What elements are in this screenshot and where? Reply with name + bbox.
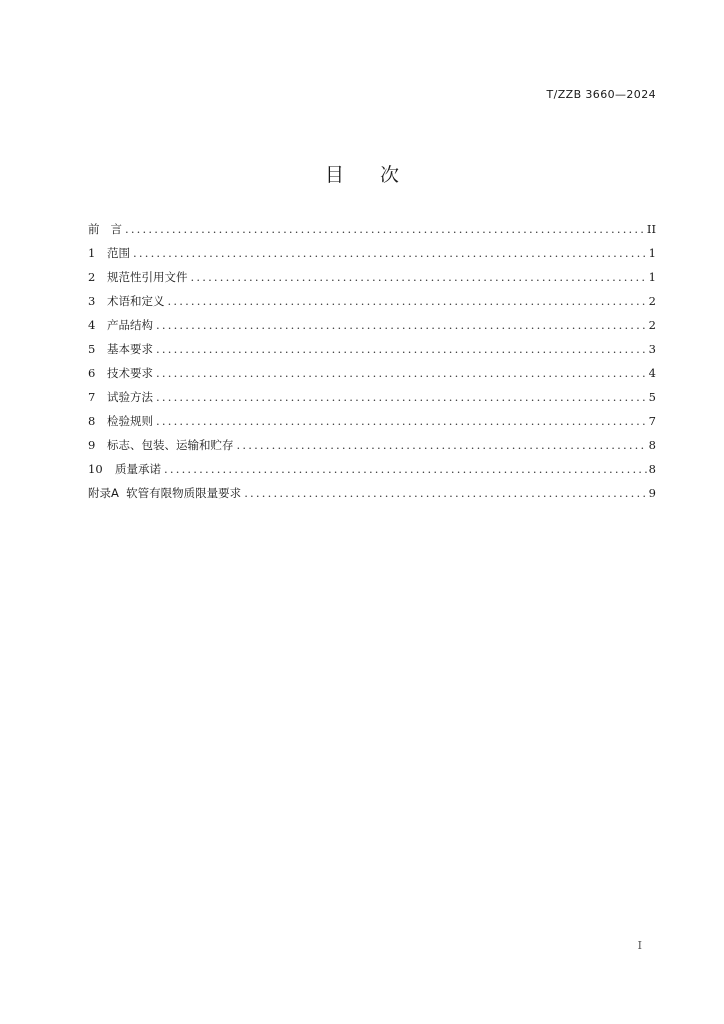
toc-entry-number: 7 — [88, 390, 96, 404]
toc-entry-terms-definitions[interactable] — [88, 293, 656, 317]
toc-entry-page: 4 — [648, 366, 656, 380]
toc-entry-page: 1 — [648, 270, 656, 284]
toc-entry-page: 7 — [648, 414, 656, 428]
page-number: I — [637, 939, 642, 952]
toc-entry-label: 产品结构 — [107, 318, 153, 332]
toc-entry-marking-packaging[interactable] — [88, 437, 656, 461]
toc-leader-dots — [156, 342, 647, 356]
toc-entry-number: 9 — [88, 438, 96, 452]
toc-entry-page: 1 — [648, 246, 656, 260]
title-char-2: 次 — [380, 164, 400, 186]
document-number: T/ZZB 3660—2024 — [546, 88, 656, 101]
toc-entry-number: 3 — [88, 294, 96, 308]
toc-entry-page: 2 — [648, 294, 656, 308]
toc-leader-dots — [156, 414, 647, 428]
toc-entry-technical-requirements[interactable] — [88, 365, 656, 389]
toc-entry-number: 8 — [88, 414, 96, 428]
toc-entry-page: 5 — [648, 390, 656, 404]
toc-leader-dots — [164, 462, 647, 476]
toc-leader-dots — [125, 222, 645, 236]
toc-entry-foreword[interactable] — [88, 221, 656, 245]
toc-leader-dots — [191, 270, 647, 284]
table-of-contents — [88, 221, 656, 509]
toc-leader-dots — [168, 294, 647, 308]
title-char-1: 目 — [324, 164, 344, 186]
toc-entry-label: 技术要求 — [107, 366, 153, 380]
toc-entry-label: 术语和定义 — [107, 294, 165, 308]
toc-entry-label: 基本要求 — [107, 342, 153, 356]
toc-entry-page: 9 — [648, 486, 656, 500]
toc-entry-label: 检验规则 — [107, 414, 153, 428]
toc-leader-dots — [133, 246, 647, 260]
toc-entry-inspection-rules[interactable] — [88, 413, 656, 437]
toc-entry-page: II — [646, 222, 656, 236]
toc-leader-dots — [244, 486, 646, 500]
toc-entry-label: 附录A 软管有限物质限量要求 — [88, 486, 242, 500]
toc-leader-dots — [237, 438, 647, 452]
toc-entry-number: 4 — [88, 318, 96, 332]
toc-entry-annex-a[interactable] — [88, 485, 656, 509]
toc-entry-label: 规范性引用文件 — [107, 270, 188, 284]
toc-entry-label: 前 言 — [88, 222, 122, 236]
toc-leader-dots — [156, 318, 647, 332]
toc-entry-product-structure[interactable] — [88, 317, 656, 341]
toc-entry-number: 10 — [88, 462, 103, 476]
toc-entry-scope[interactable] — [88, 245, 656, 269]
toc-entry-test-methods[interactable] — [88, 389, 656, 413]
page-title — [0, 160, 724, 187]
toc-entry-number: 1 — [88, 246, 96, 260]
toc-entry-page: 2 — [648, 318, 656, 332]
toc-entry-page: 3 — [648, 342, 656, 356]
toc-entry-number: 5 — [88, 342, 96, 356]
toc-leader-dots — [156, 390, 647, 404]
toc-entry-label: 范围 — [107, 246, 130, 260]
toc-entry-page: 8 — [648, 438, 656, 452]
toc-leader-dots — [156, 366, 647, 380]
toc-entry-basic-requirements[interactable] — [88, 341, 656, 365]
toc-entry-number: 2 — [88, 270, 96, 284]
toc-entry-normative-references[interactable] — [88, 269, 656, 293]
toc-entry-page: 8 — [648, 462, 656, 476]
toc-entry-quality-commitment[interactable] — [88, 461, 656, 485]
toc-entry-label: 试验方法 — [107, 390, 153, 404]
toc-entry-label: 质量承诺 — [115, 462, 161, 476]
toc-entry-number: 6 — [88, 366, 96, 380]
toc-entry-label: 标志、包装、运输和贮存 — [107, 438, 234, 452]
